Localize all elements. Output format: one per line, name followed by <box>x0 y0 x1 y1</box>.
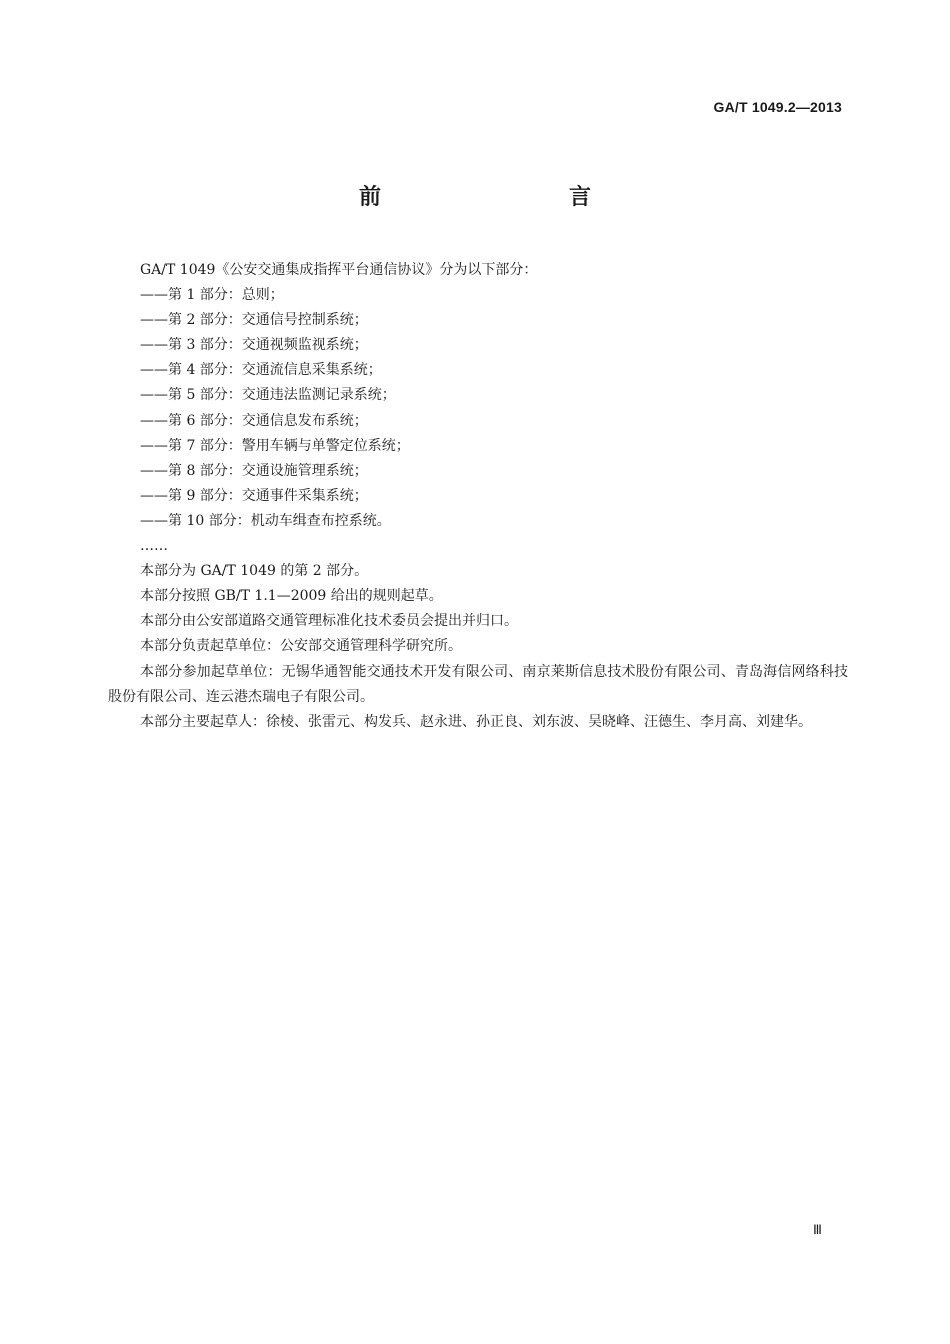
list-item-part-10: ——第 10 部分：机动车缉查布控系统。 <box>140 512 391 529</box>
list-item-part-7: ——第 7 部分：警用车辆与单警定位系统； <box>140 437 410 454</box>
list-item-part-5: ——第 5 部分：交通违法监测记录系统； <box>140 387 396 404</box>
drafting-rules: 本部分按照 GB/T 1.1—2009 给出的规则起草。 <box>140 588 443 605</box>
participating-drafters: 本部分参加起草单位：无锡华通智能交通技术开发有限公司、南京莱斯信息技术股份有限公司、青岛海信网络科技股份有限公司、连云港杰瑞电子有限公司。 <box>108 663 848 705</box>
list-item-part-1: ——第 1 部分：总则； <box>140 287 284 304</box>
main-drafters: 本部分主要起草人：徐棱、张雷元、构发兵、赵永进、孙正良、刘东波、吴晓峰、汪德生、李月高、刘建华。 <box>140 713 812 730</box>
list-item-part-9: ——第 9 部分：交通事件采集系统； <box>140 487 368 504</box>
part-statement: 本部分为 GA/T 1049 的第 2 部分。 <box>140 563 369 580</box>
proposing-body: 本部分由公安部道路交通管理标准化技术委员会提出并归口。 <box>140 613 518 630</box>
standard-code: GA/T 1049.2—2013 <box>713 99 842 115</box>
list-item-part-8: ——第 8 部分：交通设施管理系统； <box>140 462 368 479</box>
page-title: 前 言 <box>358 185 639 210</box>
intro-paragraph: GA/T 1049《公安交通集成指挥平台通信协议》分为以下部分： <box>140 262 538 278</box>
responsible-drafter: 本部分负责起草单位：公安部交通管理科学研究所。 <box>140 638 462 655</box>
page-number: Ⅲ <box>813 1222 822 1237</box>
list-item-part-4: ——第 4 部分：交通流信息采集系统； <box>140 362 382 379</box>
list-item-part-6: ——第 6 部分：交通信息发布系统； <box>140 412 368 429</box>
ellipsis-line: …… <box>140 538 168 555</box>
foreword-body <box>108 258 848 735</box>
list-item-part-2: ——第 2 部分：交通信号控制系统； <box>140 312 368 329</box>
list-item-part-3: ——第 3 部分：交通视频监视系统； <box>140 337 368 354</box>
